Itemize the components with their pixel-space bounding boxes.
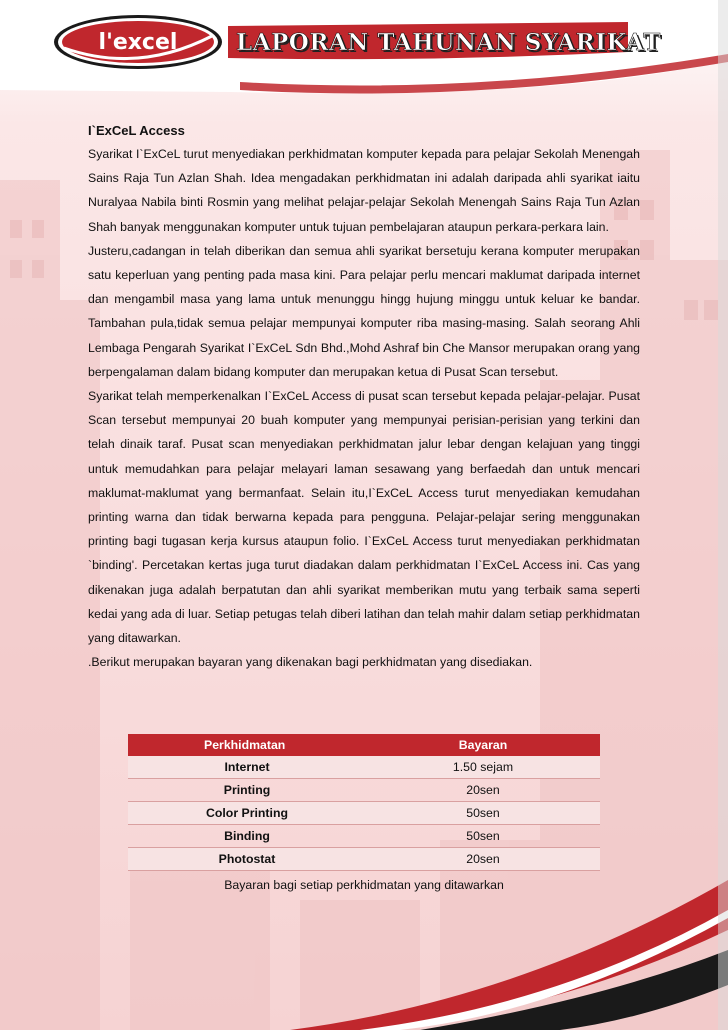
table-caption: Bayaran bagi setiap perkhidmatan yang ditawarkan [224, 878, 504, 892]
service-name: Photostat [128, 848, 366, 871]
service-rate: 20sen [366, 779, 600, 802]
report-title: LAPORAN TAHUNAN SYARIKAT [236, 29, 661, 56]
service-rate: 50sen [366, 825, 600, 848]
rates-table [128, 734, 600, 871]
header-rate-label: Bayaran [458, 738, 508, 752]
table-row [128, 825, 600, 848]
page-right-shadow [718, 0, 728, 1030]
service-name: Printing [128, 779, 366, 802]
header-service [128, 734, 366, 756]
paragraph-table-intro: .Berikut merupakan bayaran yang dikenakan bagi perkhidmatan yang disediakan. [88, 655, 533, 670]
service-name: Internet [128, 756, 366, 779]
service-name: Binding [128, 825, 366, 848]
table-row [128, 779, 600, 802]
table-row [128, 848, 600, 871]
service-rate: 1.50 sejam [366, 756, 600, 779]
paragraph-services: Syarikat telah memperkenalkan I`ExCeL Access di pusat scan tersebut kepada pelajar-pelajar. Pusat Scan tersebut mempunyai 20 buah komputer yang mempunyai perisian-perisian yang terkini dan telah dinaik taraf. Pusat scan menyediakan perkhidmatan jalur lebar dengan kelajuan yang tinggi untuk memudahkan para pelajar melayari laman sesawang yang berfaedah dan untuk mencari maklumat-maklumat yang bermanfaat. Selain itu,I`ExCeL Access turut menyediakan kemudahan printing warna dan tidak berwarna kepada para pengguna. Pelajar-pelajar sering menggunakan printing bagi tugasan kerja kursus ataupun folio. I`ExCeL Access turut menyediakan perkhidmatan `binding'. Percetakan kertas juga turut diadakan dalam perkhidmatan I`ExCeL Access ini. Cas yang dikenakan juga adalah berpatutan dan ahli syarikat memberikan mutu yang terbaik sama seperti kedai yang ada di luar. Setiap petugas telah diberi latihan dan telah mahir dalam setiap perkhidmatan yang ditawarkan. [88, 389, 640, 646]
table-header-row [128, 734, 600, 756]
service-rate: 50sen [366, 802, 600, 825]
header-rate [366, 734, 600, 756]
service-name: Color Printing [128, 802, 366, 825]
table-row [128, 802, 600, 825]
service-rate: 20sen [366, 848, 600, 871]
excel-logo [52, 12, 224, 72]
paragraph-background: Justeru,cadangan in telah diberikan dan semua ahli syarikat bersetuju kerana komputer merupakan satu keperluan yang penting pada masa kini. Para pelajar perlu mencari maklumat daripada internet dan mengambil masa yang lama untuk menunggu hingg hujung minggu untuk keluar ke bandar. Tambahan pula,tidak semua pelajar mempunyai komputer riba masing-masing. Salah seorang Ahli Lembaga Pengarah Syarikat I`ExCeL Sdn Bhd.,Mohd Ashraf bin Che Mansor merupakan orang yang berpengalaman dalam bidang komputer dan merupakan ketua di Pusat Scan tersebut. [88, 243, 640, 379]
logo-text: l'excel [98, 30, 178, 55]
table-row [128, 756, 600, 779]
header-service-label: Perkhidmatan [204, 738, 286, 752]
paragraph-intro: Syarikat I`ExCeL turut menyediakan perkhidmatan komputer kepada para pelajar Sekolah Menengah Sains Raja Tun Azlan Shah. Idea mengadakan perkhidmatan ini adalah daripada ahli syarikat iaitu Nuralyaa Nabila binti Rosmin yang melihat pelajar-pelajar Sekolah Menengah Sains Raja Tun Azlan Shah banyak menggunakan komputer untuk tujuan pembelajaran ataupun perkara-perkara lain. [88, 147, 640, 234]
main-content [88, 122, 640, 674]
section-title: I`ExCeL Access [88, 123, 185, 138]
